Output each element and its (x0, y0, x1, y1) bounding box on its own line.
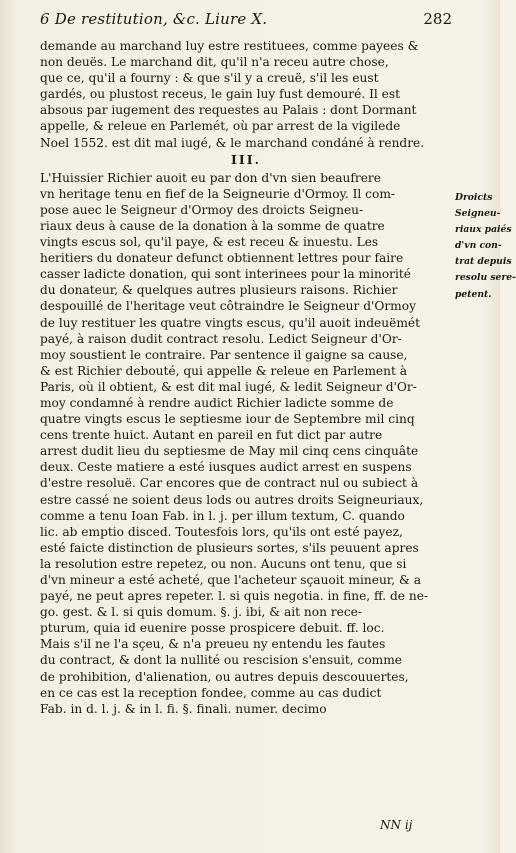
text-line: casser ladicte donation, qui sont interinees pour la minorité (40, 267, 411, 282)
text-line: en ce cas est la reception fondee, comme au cas dudict (40, 685, 382, 700)
text-line: lic. ab emptio disced. Toutesfois lors, qu'ils ont esté payez, (40, 524, 403, 539)
text-line: gardés, ou plustost receus, le gain luy fust demouré. Il est (40, 87, 401, 102)
text-line: arrest dudit lieu du septiesme de May mil cinq cens cinquâte (40, 444, 419, 459)
margin-note-line: Seigneu- (455, 208, 501, 220)
page-number: 282 (423, 10, 452, 28)
text-line: que ce, qu'il a fourny : & que s'il y a creuë, s'il les eust (40, 71, 379, 86)
margin-note (455, 190, 516, 303)
text-line: absous par iugement des requestes au Palais : dont Dormant (40, 103, 417, 118)
text-line: Noel 1552. est dit mal iugé, & le marchand condáné à rendre. (40, 135, 425, 150)
text-line: riaux deus à cause de la donation à la somme de quatre (40, 218, 385, 233)
text-line: moy condamné à rendre audict Richier ladicte somme de (40, 395, 394, 410)
text-line: demande au marchand luy estre restituees, comme payees & (40, 39, 419, 53)
paragraph-main (40, 170, 452, 717)
text-line: estre cassé ne soient deus lods ou autres droits Seigneuriaux, (40, 492, 424, 507)
text-line: Paris, où il obtient, & est dit mal iugé, & ledit Seigneur d'Or- (40, 379, 417, 394)
header-title: 6 De restitution, &c. Liure X. (40, 10, 268, 28)
paragraph-top (40, 38, 452, 151)
text-line: vn heritage tenu en fief de la Seigneurie d'Ormoy. Il com- (40, 186, 396, 201)
text-line: du donateur, & quelques autres plusieurs raisons. Richier (40, 283, 398, 298)
body-text (40, 38, 452, 717)
text-line: payé, ne peut apres repeter. l. si quis negotia. in fine, ff. de ne- (40, 589, 429, 604)
text-line: esté faicte distinction de plusieurs sortes, s'ils peuuent apres (40, 540, 419, 555)
text-line: d'estre resoluë. Car encores que de contract nul ou subiect à (40, 476, 419, 491)
margin-note-line: Droicts (455, 192, 493, 203)
text-line: & est Richier debouté, qui appelle & releue en Parlement à (40, 363, 408, 378)
text-line: cens trente huict. Autant en pareil en fut dict par autre (40, 428, 383, 443)
margin-note-line: riaux paiés (455, 224, 512, 236)
text-line: appelle, & releue en Parlemét, où par arrest de la vigilede (40, 119, 401, 134)
running-header (40, 8, 452, 32)
text-line: payé, à raison dudit contract resolu. Ledict Seigneur d'Or- (40, 331, 402, 346)
text-line: vingts escus sol, qu'il paye, & est receu & inuestu. Les (40, 235, 379, 250)
text-line: pturum, quia id euenire posse prospicere debuit. ff. loc. (40, 621, 385, 636)
text-line: de luy restituer les quatre vingts escus, qu'il auoit indeuëmét (40, 315, 420, 330)
text-line: d'vn mineur a esté acheté, que l'acheteur sçauoit mineur, & a (40, 573, 422, 587)
signature-mark: NN ij (380, 818, 413, 832)
text-line: quatre vingts escus le septiesme iour de Septembre mil cinq (40, 412, 415, 427)
text-line: moy soustient le contraire. Par sentence il gaigne sa cause, (40, 347, 408, 362)
text-line: pose auec le Seigneur d'Ormoy des droicts Seigneu- (40, 202, 364, 217)
margin-note-line: petent. (455, 288, 492, 300)
text-line: despouillé de l'heritage veut côtraindre le Seigneur d'Ormoy (40, 299, 416, 314)
text-line: deux. Ceste matiere a esté iusques audict arrest en suspens (40, 460, 412, 475)
text-line: la resolution estre repetez, ou non. Aucuns ont tenu, que si (40, 556, 407, 571)
text-line: Fab. in d. l. j. & in l. fi. §. finali. numer. decimo (40, 701, 327, 716)
text-line: L'Huissier Richier auoit eu par don d'vn sien beaufrere (40, 170, 381, 185)
margin-note-line: d'vn con- (455, 240, 502, 252)
text-line: de prohibition, d'alienation, ou autres depuis descouuertes, (40, 669, 409, 684)
text-line: du contract, & dont la nullité ou rescision s'ensuit, comme (40, 653, 402, 668)
text-line: comme a tenu Ioan Fab. in l. j. per illum textum, C. quando (40, 508, 405, 523)
text-line: heritiers du donateur defunct obtiennent lettres pour faire (40, 251, 404, 266)
text-line: non deuës. Le marchand dit, qu'il n'a receu autre chose, (40, 55, 389, 70)
text-line: go. gest. & l. si quis domum. §. j. ibi, & ait non rece- (40, 605, 362, 620)
margin-note-line: resolu sere- (455, 272, 516, 284)
text-line: Mais s'il ne l'a sçeu, & n'a preueu ny entendu les fautes (40, 637, 386, 652)
margin-note-line: trat depuis (455, 256, 512, 268)
section-number: III. (231, 151, 261, 167)
